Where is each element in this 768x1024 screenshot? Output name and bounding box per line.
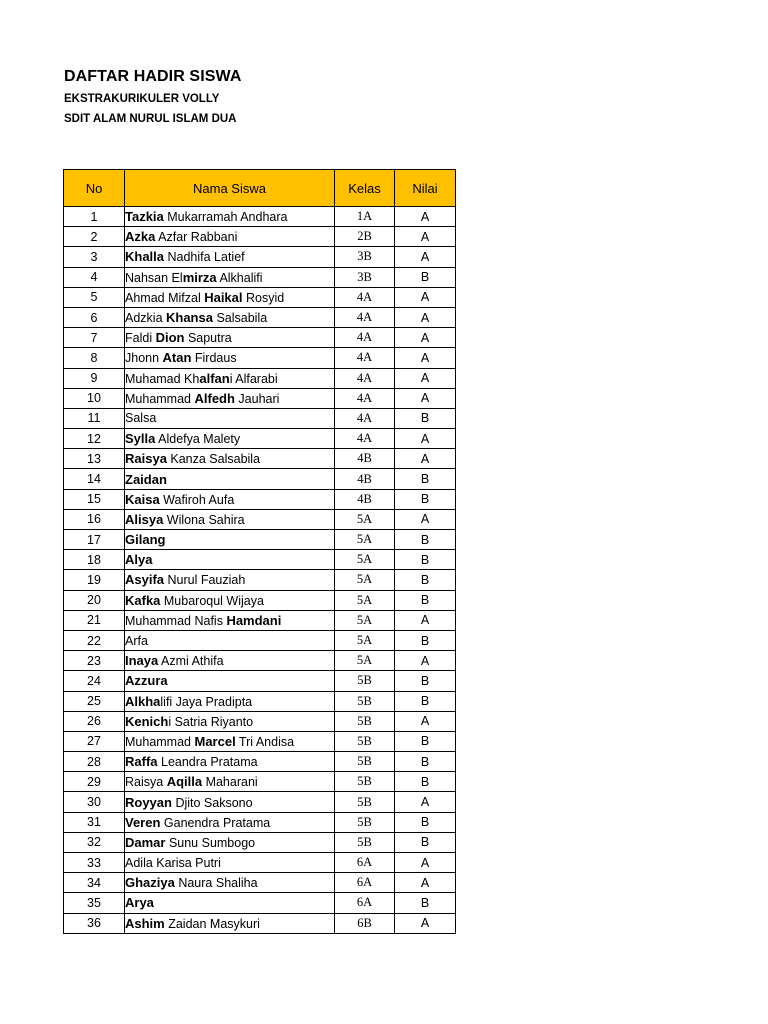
table-row: [64, 590, 456, 610]
cell-kelas: 5A: [335, 530, 395, 550]
cell-nama-siswa: [125, 509, 335, 529]
table-row: [64, 792, 456, 812]
name-part: Raisya: [125, 775, 167, 790]
name-part: Mukarramah Andhara: [163, 210, 288, 225]
name-part: Alkhalifi: [216, 270, 263, 285]
name-part-bold: mirza: [182, 269, 217, 285]
cell-nilai: A: [395, 610, 456, 630]
cell-nama-siswa: [125, 368, 335, 388]
name-part-bold: Arya: [125, 895, 154, 911]
cell-kelas: 6A: [335, 893, 395, 913]
table-row: [64, 651, 456, 671]
cell-nilai: A: [395, 307, 456, 327]
header-nama-siswa: Nama Siswa: [125, 170, 335, 207]
name-part-bold: Gilang: [125, 532, 166, 548]
table-header: [64, 170, 456, 207]
cell-nilai: A: [395, 429, 456, 449]
cell-kelas: 4A: [335, 287, 395, 307]
cell-no: 19: [64, 570, 125, 590]
name-part: Adila Karisa Putri: [125, 855, 221, 870]
name-part-bold: Alfedh: [194, 390, 235, 406]
name-part: Muhammad: [125, 734, 195, 749]
name-part: Sunu Sumbogo: [165, 835, 256, 850]
table-row: [64, 570, 456, 590]
table-row: [64, 873, 456, 893]
table-row: [64, 368, 456, 388]
cell-nama-siswa: [125, 287, 335, 307]
cell-nama-siswa: [125, 469, 335, 489]
name-part: Salsabila: [212, 311, 268, 326]
header-kelas: Kelas: [335, 170, 395, 207]
cell-no: 13: [64, 449, 125, 469]
cell-no: 28: [64, 752, 125, 772]
cell-kelas: 4A: [335, 408, 395, 428]
cell-kelas: 4B: [335, 469, 395, 489]
name-part-bold: Dion: [155, 330, 185, 346]
cell-kelas: 5B: [335, 832, 395, 852]
cell-kelas: 4A: [335, 348, 395, 368]
name-part: Ganendra Pratama: [160, 815, 271, 830]
table-row: [64, 388, 456, 408]
cell-nama-siswa: [125, 873, 335, 893]
table-row: [64, 550, 456, 570]
cell-nilai: B: [395, 267, 456, 287]
cell-nilai: B: [395, 408, 456, 428]
cell-no: 7: [64, 328, 125, 348]
table-row: [64, 287, 456, 307]
cell-kelas: 6B: [335, 913, 395, 933]
table-row: [64, 348, 456, 368]
document-subtitle-activity: EKSTRAKURIKULER VOLLY: [64, 93, 220, 105]
table-row: [64, 893, 456, 913]
cell-nama-siswa: [125, 449, 335, 469]
cell-no: 4: [64, 267, 125, 287]
table-row: [64, 853, 456, 873]
cell-nilai: A: [395, 227, 456, 247]
table-row: [64, 408, 456, 428]
cell-nilai: A: [395, 287, 456, 307]
cell-no: 20: [64, 590, 125, 610]
cell-nilai: A: [395, 207, 456, 227]
cell-nama-siswa: [125, 832, 335, 852]
cell-kelas: 4A: [335, 388, 395, 408]
cell-nama-siswa: [125, 590, 335, 610]
table-row: [64, 630, 456, 650]
cell-no: 35: [64, 893, 125, 913]
name-part: Mubaroqul Wijaya: [160, 593, 264, 608]
name-part: Saputra: [184, 331, 232, 346]
cell-nilai: A: [395, 388, 456, 408]
cell-nilai: B: [395, 752, 456, 772]
cell-kelas: 4A: [335, 307, 395, 327]
name-part: i Alfarabi: [229, 371, 278, 386]
cell-no: 9: [64, 368, 125, 388]
cell-nilai: A: [395, 348, 456, 368]
cell-no: 33: [64, 853, 125, 873]
cell-nilai: A: [395, 449, 456, 469]
cell-nilai: A: [395, 247, 456, 267]
name-part: Tri Andisa: [235, 734, 295, 749]
table-row: [64, 913, 456, 933]
name-part-bold: Kafka: [125, 592, 161, 608]
table-row: [64, 530, 456, 550]
cell-nilai: B: [395, 550, 456, 570]
cell-no: 17: [64, 530, 125, 550]
name-part: Azmi Athifa: [158, 654, 224, 669]
header-no: No: [64, 170, 125, 207]
table-row: [64, 832, 456, 852]
cell-kelas: 5B: [335, 792, 395, 812]
cell-no: 30: [64, 792, 125, 812]
cell-kelas: 6A: [335, 853, 395, 873]
name-part: Leandra Pratama: [157, 755, 258, 770]
table-row: [64, 691, 456, 711]
cell-kelas: 6A: [335, 873, 395, 893]
cell-nama-siswa: [125, 307, 335, 327]
cell-nama-siswa: [125, 893, 335, 913]
cell-no: 15: [64, 489, 125, 509]
cell-kelas: 3B: [335, 247, 395, 267]
cell-no: 12: [64, 429, 125, 449]
cell-kelas: 5A: [335, 610, 395, 630]
cell-nilai: A: [395, 651, 456, 671]
name-part-bold: Aqilla: [166, 774, 203, 790]
name-part: Nadhifa Latief: [164, 250, 245, 265]
cell-kelas: 5A: [335, 630, 395, 650]
cell-nama-siswa: [125, 731, 335, 751]
cell-nilai: B: [395, 772, 456, 792]
name-part-bold: Azzura: [125, 673, 168, 689]
cell-nama-siswa: [125, 752, 335, 772]
name-part-bold: Alisya: [125, 511, 164, 527]
name-part: Rosyid: [242, 290, 285, 305]
cell-kelas: 4A: [335, 328, 395, 348]
name-part: Naura Shaliha: [174, 876, 258, 891]
cell-no: 32: [64, 832, 125, 852]
name-part-bold: Royyan: [125, 794, 172, 810]
name-part: Muhammad: [125, 391, 195, 406]
cell-kelas: 4A: [335, 429, 395, 449]
table-row: [64, 772, 456, 792]
cell-kelas: 5A: [335, 570, 395, 590]
name-part-bold: Raisya: [125, 451, 167, 467]
name-part: Djito Saksono: [171, 795, 253, 810]
cell-nama-siswa: [125, 651, 335, 671]
cell-nama-siswa: [125, 812, 335, 832]
cell-nilai: A: [395, 873, 456, 893]
name-part-bold: Damar: [125, 834, 166, 850]
cell-nama-siswa: [125, 772, 335, 792]
document-subtitle-school: SDIT ALAM NURUL ISLAM DUA: [64, 113, 237, 125]
name-part: Nahsan El: [125, 270, 183, 285]
cell-nama-siswa: [125, 630, 335, 650]
cell-kelas: 4A: [335, 368, 395, 388]
cell-no: 26: [64, 711, 125, 731]
name-part: Wilona Sahira: [163, 512, 245, 527]
cell-nilai: B: [395, 812, 456, 832]
name-part: Faldi: [125, 331, 156, 346]
cell-nama-siswa: [125, 792, 335, 812]
cell-no: 5: [64, 287, 125, 307]
cell-nilai: B: [395, 630, 456, 650]
cell-no: 23: [64, 651, 125, 671]
name-part: Kanza Salsabila: [166, 452, 261, 467]
name-part-bold: Asyifa: [125, 572, 165, 588]
cell-no: 22: [64, 630, 125, 650]
cell-kelas: 5B: [335, 691, 395, 711]
cell-no: 6: [64, 307, 125, 327]
cell-no: 11: [64, 408, 125, 428]
name-part-bold: Khansa: [166, 310, 213, 326]
name-part: Jhonn: [125, 351, 163, 366]
cell-no: 31: [64, 812, 125, 832]
cell-no: 34: [64, 873, 125, 893]
cell-no: 18: [64, 550, 125, 570]
table-row: [64, 509, 456, 529]
name-part-bold: Tazkia: [125, 209, 164, 225]
table-row: [64, 469, 456, 489]
cell-nilai: B: [395, 691, 456, 711]
cell-nilai: B: [395, 731, 456, 751]
name-part-bold: Atan: [162, 350, 192, 366]
cell-nilai: B: [395, 893, 456, 913]
name-part: Adzkia: [125, 311, 166, 326]
name-part: Aldefya Malety: [155, 432, 241, 447]
table-body: [64, 207, 456, 934]
cell-nilai: B: [395, 832, 456, 852]
cell-kelas: 5B: [335, 812, 395, 832]
cell-nama-siswa: [125, 388, 335, 408]
cell-no: 27: [64, 731, 125, 751]
cell-no: 8: [64, 348, 125, 368]
cell-kelas: 5B: [335, 731, 395, 751]
name-part-bold: alfan: [199, 370, 230, 386]
table-row: [64, 752, 456, 772]
cell-nama-siswa: [125, 671, 335, 691]
cell-nama-siswa: [125, 853, 335, 873]
cell-nilai: A: [395, 711, 456, 731]
table-row: [64, 307, 456, 327]
table-row: [64, 429, 456, 449]
name-part-bold: Alya: [125, 552, 153, 568]
name-part: Wafiroh Aufa: [159, 492, 235, 507]
name-part-bold: Hamdani: [226, 612, 282, 628]
cell-kelas: 5B: [335, 752, 395, 772]
cell-kelas: 5B: [335, 671, 395, 691]
table-row: [64, 812, 456, 832]
cell-kelas: 2B: [335, 227, 395, 247]
cell-nilai: A: [395, 509, 456, 529]
attendance-table: [63, 169, 456, 934]
cell-kelas: 5A: [335, 509, 395, 529]
cell-no: 29: [64, 772, 125, 792]
name-part: Muhamad Kh: [125, 371, 200, 386]
name-part: Muhammad Nafis: [125, 613, 227, 628]
cell-no: 14: [64, 469, 125, 489]
name-part-bold: Kaisa: [125, 491, 160, 507]
name-part: Jauhari: [234, 391, 280, 406]
name-part: Azfar Rabbani: [155, 230, 238, 245]
cell-no: 21: [64, 610, 125, 630]
name-part-bold: Marcel: [194, 733, 236, 749]
name-part: Firdaus: [191, 351, 237, 366]
cell-nama-siswa: [125, 550, 335, 570]
name-part: lifi Jaya Pradipta: [160, 694, 253, 709]
cell-kelas: 5B: [335, 772, 395, 792]
cell-nilai: B: [395, 530, 456, 550]
cell-kelas: 4B: [335, 489, 395, 509]
table-row: [64, 711, 456, 731]
cell-nilai: A: [395, 853, 456, 873]
name-part: Nurul Fauziah: [164, 573, 246, 588]
table-row: [64, 227, 456, 247]
name-part-bold: Alkha: [125, 693, 161, 709]
name-part-bold: Ghaziya: [125, 875, 175, 891]
name-part: Ahmad Mifzal: [125, 290, 205, 305]
cell-kelas: 1A: [335, 207, 395, 227]
cell-nilai: A: [395, 368, 456, 388]
name-part-bold: Zaidan: [125, 471, 167, 487]
cell-nama-siswa: [125, 207, 335, 227]
cell-kelas: 5A: [335, 651, 395, 671]
cell-nilai: A: [395, 792, 456, 812]
name-part-bold: Azka: [125, 229, 156, 245]
cell-nilai: A: [395, 328, 456, 348]
cell-nama-siswa: [125, 913, 335, 933]
table-row: [64, 328, 456, 348]
cell-nama-siswa: [125, 570, 335, 590]
cell-no: 3: [64, 247, 125, 267]
name-part-bold: Ashim: [125, 915, 165, 931]
cell-no: 10: [64, 388, 125, 408]
cell-nilai: B: [395, 570, 456, 590]
table-row: [64, 731, 456, 751]
cell-nama-siswa: [125, 711, 335, 731]
table-row: [64, 671, 456, 691]
table-row: [64, 207, 456, 227]
cell-nilai: B: [395, 671, 456, 691]
cell-nilai: B: [395, 590, 456, 610]
cell-no: 36: [64, 913, 125, 933]
cell-no: 16: [64, 509, 125, 529]
table-row: [64, 267, 456, 287]
table-row: [64, 449, 456, 469]
table-row: [64, 610, 456, 630]
cell-nama-siswa: [125, 530, 335, 550]
header-nilai: Nilai: [395, 170, 456, 207]
name-part: i Satria Riyanto: [168, 714, 254, 729]
cell-nama-siswa: [125, 227, 335, 247]
cell-nilai: A: [395, 913, 456, 933]
cell-nama-siswa: [125, 489, 335, 509]
name-part-bold: Sylla: [125, 431, 156, 447]
cell-kelas: 3B: [335, 267, 395, 287]
cell-nama-siswa: [125, 408, 335, 428]
name-part: Maharani: [202, 775, 258, 790]
cell-nilai: B: [395, 489, 456, 509]
name-part: Salsa: [125, 411, 157, 426]
cell-no: 25: [64, 691, 125, 711]
cell-nama-siswa: [125, 691, 335, 711]
cell-kelas: 5B: [335, 711, 395, 731]
header-row: [64, 170, 456, 207]
name-part-bold: Haikal: [204, 289, 243, 305]
cell-kelas: 4B: [335, 449, 395, 469]
cell-nama-siswa: [125, 247, 335, 267]
cell-nama-siswa: [125, 328, 335, 348]
cell-no: 2: [64, 227, 125, 247]
cell-kelas: 5A: [335, 550, 395, 570]
cell-no: 24: [64, 671, 125, 691]
cell-nama-siswa: [125, 610, 335, 630]
cell-no: 1: [64, 207, 125, 227]
table-row: [64, 489, 456, 509]
cell-kelas: 5A: [335, 590, 395, 610]
cell-nama-siswa: [125, 267, 335, 287]
cell-nama-siswa: [125, 429, 335, 449]
name-part: Arfa: [125, 633, 148, 648]
name-part-bold: Veren: [125, 814, 161, 830]
cell-nilai: B: [395, 469, 456, 489]
table-row: [64, 247, 456, 267]
document-title: DAFTAR HADIR SISWA: [64, 68, 242, 85]
name-part-bold: Inaya: [125, 653, 159, 669]
name-part: Zaidan Masykuri: [164, 916, 260, 931]
cell-nama-siswa: [125, 348, 335, 368]
name-part-bold: Kenich: [125, 713, 169, 729]
name-part-bold: Khalla: [125, 249, 165, 265]
name-part-bold: Raffa: [125, 754, 158, 770]
